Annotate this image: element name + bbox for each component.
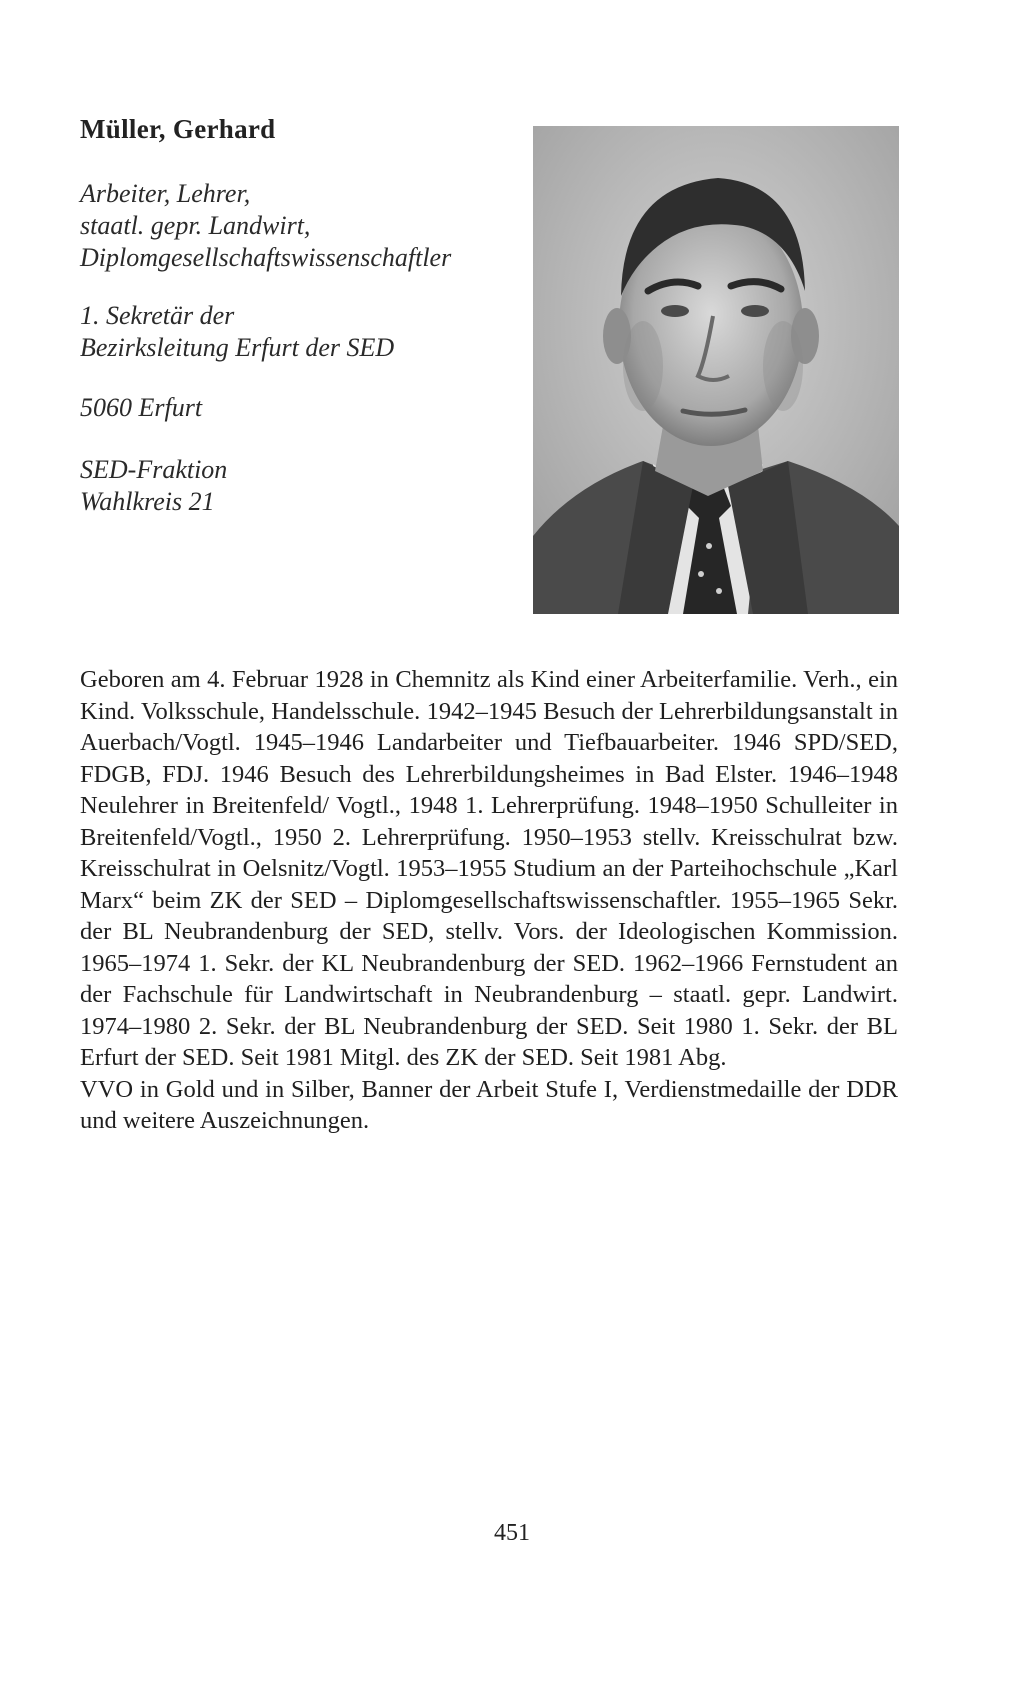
faction [80, 454, 227, 518]
awards-paragraph: VVO in Gold und in Silber, Banner der Arbeit Stufe I, Verdienstmedaille der DDR und weitere Auszeichnungen. [80, 1075, 898, 1134]
profession-line: Arbeiter, Lehrer, [80, 179, 251, 208]
position-line: 1. Sekretär der [80, 301, 235, 330]
profession-line: Diplomgesellschaftswissenschaftler [80, 243, 452, 272]
biography [80, 664, 898, 1137]
person-name: Müller, Gerhard [80, 114, 276, 144]
position-line: Bezirksleitung Erfurt der SED [80, 333, 395, 362]
profession-line: staatl. gepr. Landwirt, [80, 211, 311, 240]
portrait-photo-icon [533, 126, 899, 614]
biography-paragraph: Geboren am 4. Februar 1928 in Chemnitz als Kind einer Arbeiterfamilie. Verh., ein Kind. Volksschule, Handelsschule. 1942–1945 Besuch der Lehrerbildungsanstalt in Auerbach/Vogtl. 1945–1946 Landarbeiter und Tiefbauarbeiter. 1946 SPD/SED, FDGB, FDJ. 1946 Besuch des Lehrerbildungsheimes in Bad Elster. 1946–1948 Neulehrer in Breitenfeld/ Vogtl., 1948 1. Lehrerprüfung. 1948–1950 Schulleiter in Breitenfeld/Vogtl., 1950 2. Lehrerprüfung. 1950–1953 stellv. Kreisschulrat bzw. Kreisschulrat in Oelsnitz/Vogtl. 1953–1955 Studium an der Parteihochschule „Karl Marx“ beim ZK der SED – Diplomgesellschaftswissenschaftler. 1955–1965 Sekr. der BL Neubrandenburg der SED, stellv. Vors. der Ideologischen Kommission. 1965–1974 1. Sekr. der KL Neubrandenburg der SED. 1962–1966 Fernstudent an der Fachschule für Landwirtschaft in Neubrandenburg – staatl. gepr. Landwirt. 1974–1980 2. Sekr. der BL Neubrandenburg der SED. Seit 1980 1. Sekr. der BL Erfurt der SED. Seit 1981 Mitgl. des ZK der SED. Seit 1981 Abg. [80, 666, 898, 1071]
page-number: 451 [494, 1520, 530, 1546]
faction-line: SED-Fraktion [80, 455, 228, 484]
position [80, 300, 394, 364]
faction-line: Wahlkreis 21 [80, 487, 215, 516]
portrait-photo [533, 126, 899, 614]
professions [80, 178, 451, 274]
address [80, 392, 202, 424]
address-line: 5060 Erfurt [80, 393, 203, 422]
